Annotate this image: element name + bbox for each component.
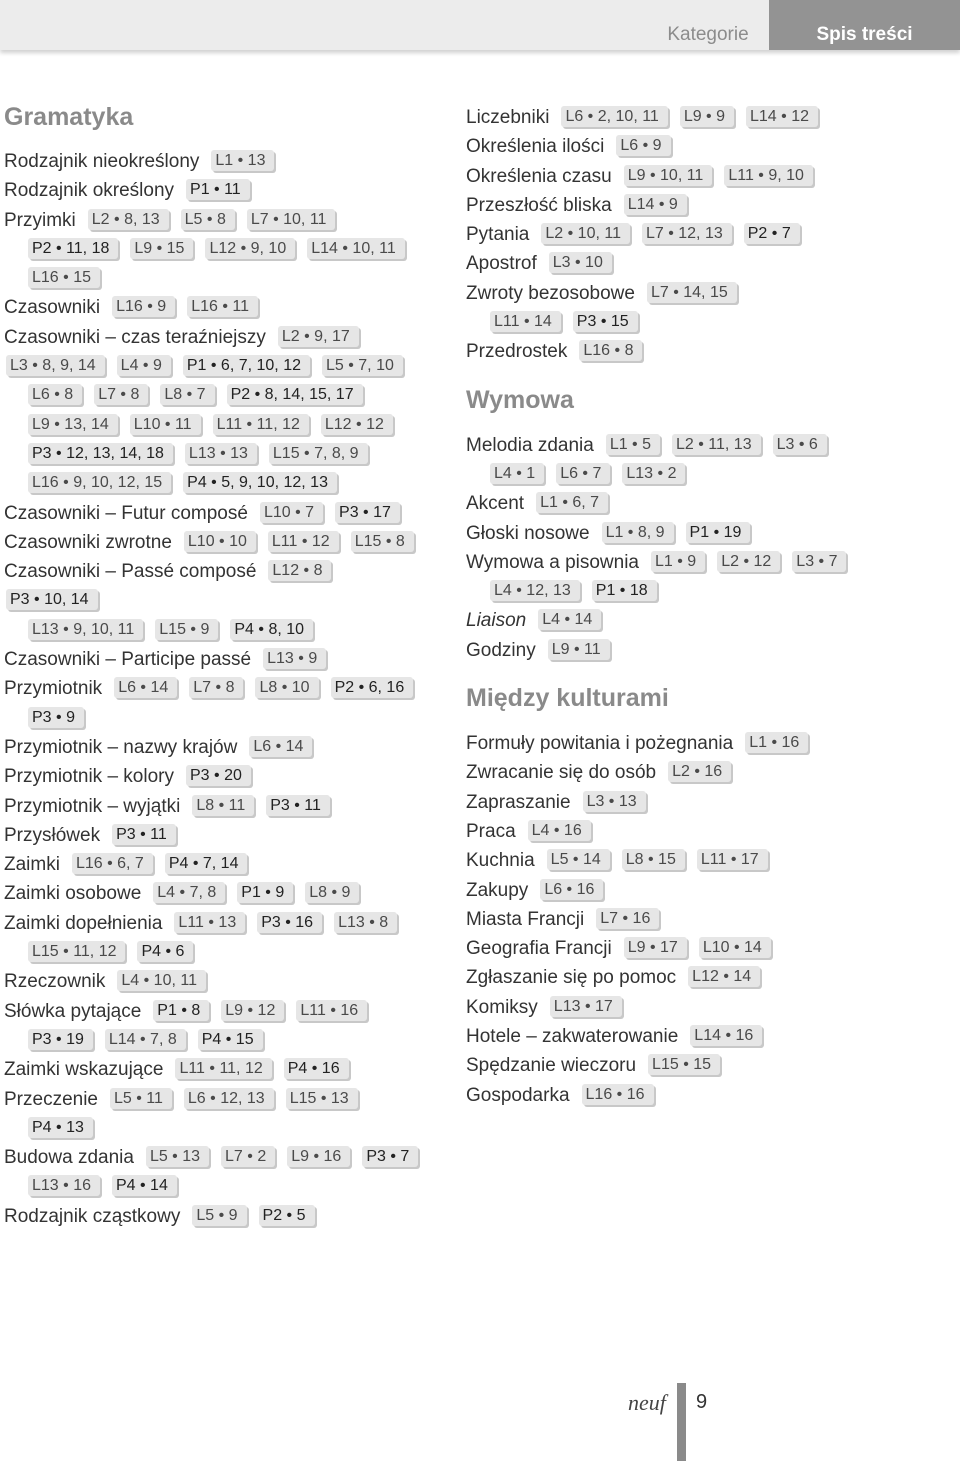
- footer-divider: [677, 1383, 686, 1461]
- lesson-reference-tag[interactable]: L9 • 17: [624, 937, 687, 958]
- lesson-reference-tag[interactable]: P2 • 11, 18: [28, 238, 118, 259]
- lesson-reference-tag[interactable]: L16 • 9, 10, 12, 15: [28, 472, 171, 493]
- lesson-reference-tag[interactable]: L11 • 11, 12: [175, 1058, 271, 1079]
- lesson-reference-tag[interactable]: L11 • 14: [490, 311, 561, 332]
- index-entry: [466, 963, 946, 992]
- lesson-reference-tag[interactable]: P1 • 18: [592, 580, 657, 601]
- lesson-reference-tag[interactable]: L14 • 9: [624, 194, 687, 215]
- entry-label: Czasowniki: [4, 297, 101, 319]
- entry-label: Określenia czasu: [466, 165, 612, 187]
- index-entry: [4, 645, 449, 674]
- lesson-reference-tag[interactable]: L15 • 15: [648, 1054, 720, 1075]
- lesson-reference-tag[interactable]: P4 • 8, 10: [230, 619, 313, 640]
- index-entry: [4, 909, 449, 938]
- index-entry: [466, 1081, 946, 1110]
- entry-label: Przyimki: [4, 209, 76, 231]
- lesson-reference-tag[interactable]: L8 • 11: [192, 795, 254, 816]
- lesson-reference-tag[interactable]: P1 • 11: [186, 179, 250, 200]
- index-entry: [4, 674, 449, 703]
- lesson-reference-tag[interactable]: P2 • 8, 14, 15, 17: [227, 384, 363, 405]
- index-entry-continuation: [4, 352, 449, 381]
- lesson-reference-tag[interactable]: L5 • 13: [146, 1146, 209, 1167]
- index-entry: [466, 279, 946, 308]
- lesson-reference-tag[interactable]: L16 • 9: [112, 296, 175, 317]
- index-entry: [4, 1085, 449, 1114]
- entry-label: Rodzajnik nieokreślony: [4, 151, 200, 172]
- index-entry: [466, 249, 946, 278]
- entry-label: Rodzajnik określony: [4, 180, 175, 202]
- entry-label: Hotele – zakwaterowanie: [466, 1026, 679, 1048]
- lesson-reference-tag[interactable]: L8 • 15: [622, 849, 685, 870]
- index-entry: [4, 967, 449, 996]
- entry-label: Przymiotnik – kolory: [4, 766, 174, 788]
- lesson-reference-tag[interactable]: L6 • 9: [616, 135, 670, 156]
- pronunciation-rows: [466, 431, 946, 665]
- tab-kategorie[interactable]: Kategorie: [667, 24, 749, 45]
- entry-label: Czasowniki zwrotne: [4, 531, 172, 553]
- lesson-reference-tag[interactable]: L7 • 8: [189, 677, 243, 698]
- entry-label: Gospodarka: [466, 1084, 570, 1106]
- entry-label: Rzeczownik: [4, 971, 106, 993]
- lesson-reference-tag[interactable]: L9 • 9: [680, 106, 734, 127]
- index-entry: [4, 499, 449, 528]
- lesson-reference-tag[interactable]: L1 • 16: [745, 732, 808, 753]
- lesson-reference-tag[interactable]: L16 • 15: [28, 267, 100, 288]
- entry-label: Przymiotnik: [4, 678, 103, 700]
- lesson-reference-tag[interactable]: L6 • 16: [540, 879, 603, 900]
- entry-label: Określenia ilości: [466, 136, 605, 158]
- lesson-reference-tag[interactable]: L8 • 9: [305, 882, 359, 903]
- index-entry: [4, 176, 449, 205]
- brand-name: neuf: [628, 1390, 666, 1415]
- lesson-reference-tag[interactable]: P3 • 12, 13, 14, 18: [28, 443, 173, 464]
- lesson-reference-tag[interactable]: L2 • 11, 13: [672, 434, 761, 455]
- lesson-reference-tag[interactable]: L1 • 8, 9: [602, 522, 674, 543]
- index-entry-continuation: [4, 381, 449, 410]
- lesson-reference-tag[interactable]: L3 • 7: [792, 551, 846, 572]
- lesson-reference-tag[interactable]: L9 • 13, 14: [28, 414, 118, 435]
- lesson-reference-tag[interactable]: L7 • 2: [221, 1146, 275, 1167]
- entry-label: Czasowniki – czas teraźniejszy: [4, 326, 266, 348]
- lesson-reference-tag[interactable]: L15 • 7, 8, 9: [269, 443, 368, 464]
- lesson-reference-tag[interactable]: L8 • 7: [160, 384, 214, 405]
- index-entry: [466, 519, 946, 548]
- lesson-reference-tag[interactable]: P3 • 10, 14: [6, 589, 98, 610]
- index-entry: [466, 788, 946, 817]
- index-entry: [466, 162, 946, 191]
- lesson-reference-tag[interactable]: L13 • 17: [550, 996, 622, 1017]
- lesson-reference-tag[interactable]: L7 • 12, 13: [642, 223, 732, 244]
- lesson-reference-tag[interactable]: L7 • 16: [596, 908, 659, 929]
- entry-label: Budowa zdania: [4, 1147, 134, 1169]
- entry-label: Akcent: [466, 493, 525, 515]
- lesson-reference-tag[interactable]: L12 • 8: [268, 560, 331, 581]
- lesson-reference-tag[interactable]: L11 • 13: [174, 912, 245, 933]
- lesson-reference-tag[interactable]: L16 • 6, 7: [72, 853, 153, 874]
- entry-label: Zwracanie się do osób: [466, 762, 657, 784]
- lesson-reference-tag[interactable]: L14 • 7, 8: [105, 1029, 186, 1050]
- entry-label: Praca: [466, 820, 516, 842]
- lesson-reference-tag[interactable]: L9 • 12: [221, 1000, 284, 1021]
- index-entry: [466, 103, 946, 132]
- index-entry: [466, 636, 946, 665]
- index-entry-continuation: [4, 235, 449, 264]
- index-entry: [4, 1202, 449, 1231]
- index-entry: [466, 132, 946, 161]
- page-number: 9: [696, 1391, 708, 1413]
- lesson-reference-tag[interactable]: L13 • 2: [622, 463, 685, 484]
- entry-label: Geografia Francji: [466, 938, 612, 960]
- entry-label: Melodia zdania: [466, 434, 594, 456]
- index-entry: [466, 905, 946, 934]
- lesson-reference-tag[interactable]: L14 • 12: [746, 106, 818, 127]
- lesson-reference-tag[interactable]: L2 • 16: [668, 761, 731, 782]
- index-entry-continuation: [4, 704, 449, 733]
- lesson-reference-tag[interactable]: L11 • 17: [697, 849, 768, 870]
- entry-label: Wymowa a pisownia: [466, 551, 640, 573]
- lesson-reference-tag[interactable]: L6 • 12, 13: [184, 1088, 274, 1109]
- lesson-reference-tag[interactable]: P3 • 17: [335, 502, 400, 523]
- lesson-reference-tag[interactable]: P1 • 8: [153, 1000, 209, 1021]
- lesson-reference-tag[interactable]: L6 • 8: [28, 384, 82, 405]
- entry-label: Formuły powitania i pożegnania: [466, 733, 734, 755]
- lesson-reference-tag[interactable]: P2 • 7: [744, 223, 800, 244]
- lesson-reference-tag[interactable]: L2 • 10, 11: [541, 223, 630, 244]
- lesson-reference-tag[interactable]: L12 • 12: [321, 414, 393, 435]
- lesson-reference-tag[interactable]: L4 • 1: [490, 463, 544, 484]
- entry-label: Przymiotnik – nazwy krajów: [4, 736, 238, 758]
- lesson-reference-tag[interactable]: L7 • 10, 11: [247, 209, 336, 230]
- entry-label: Przedrostek: [466, 341, 568, 363]
- lesson-reference-tag[interactable]: L9 • 11: [548, 639, 610, 660]
- lesson-reference-tag[interactable]: L12 • 9, 10: [205, 238, 295, 259]
- lesson-reference-tag[interactable]: L1 • 13: [211, 150, 274, 171]
- lesson-reference-tag[interactable]: L4 • 10, 11: [117, 970, 206, 991]
- lesson-reference-tag[interactable]: L4 • 12, 13: [490, 580, 580, 601]
- index-entry: [4, 879, 449, 908]
- index-entry: [466, 934, 946, 963]
- entry-label: Komiksy: [466, 996, 538, 1018]
- lesson-reference-tag[interactable]: L3 • 6: [773, 434, 827, 455]
- lesson-reference-tag[interactable]: P2 • 6, 16: [331, 677, 414, 698]
- lesson-reference-tag[interactable]: L5 • 14: [547, 849, 610, 870]
- lesson-reference-tag[interactable]: P3 • 7: [362, 1146, 418, 1167]
- tab-spis-tresci[interactable]: Spis treści: [769, 0, 960, 50]
- index-entry: [4, 850, 449, 879]
- lesson-reference-tag[interactable]: P4 • 14: [112, 1175, 177, 1196]
- lesson-reference-tag[interactable]: L4 • 14: [538, 609, 601, 630]
- culture-rows: [466, 729, 946, 1110]
- index-entry-continuation: [466, 460, 946, 489]
- entry-label: Przeczenie: [4, 1088, 98, 1110]
- index-entry-continuation: [4, 469, 449, 498]
- lesson-reference-tag[interactable]: L2 • 9, 17: [278, 326, 359, 347]
- index-entry: [4, 792, 449, 821]
- index-entry: [466, 817, 946, 846]
- lesson-reference-tag[interactable]: L5 • 8: [181, 209, 235, 230]
- lesson-reference-tag[interactable]: P4 • 6: [137, 941, 193, 962]
- index-entry-continuation: [4, 1026, 449, 1055]
- index-entry: [4, 821, 449, 850]
- lesson-reference-tag[interactable]: L10 • 10: [184, 531, 256, 552]
- index-entry: [466, 337, 946, 366]
- entry-label: Czasowniki – Futur composé: [4, 502, 248, 524]
- index-entry-continuation: [4, 586, 449, 615]
- section-heading-wymowa: Wymowa: [466, 385, 574, 414]
- index-entry-continuation: [4, 1114, 449, 1143]
- lesson-reference-tag[interactable]: P3 • 19: [28, 1029, 93, 1050]
- lesson-reference-tag[interactable]: L3 • 8, 9, 14: [6, 355, 105, 376]
- index-entry-continuation: [4, 264, 449, 293]
- lesson-reference-tag[interactable]: L6 • 14: [114, 677, 177, 698]
- lesson-reference-tag[interactable]: P4 • 15: [198, 1029, 263, 1050]
- lesson-reference-tag[interactable]: L14 • 10, 11: [307, 238, 404, 259]
- entry-label: Zwroty bezosobowe: [466, 282, 635, 304]
- lesson-reference-tag[interactable]: L13 • 9: [263, 648, 326, 669]
- index-entry-continuation: [4, 938, 449, 967]
- lesson-reference-tag[interactable]: P2 • 5: [259, 1205, 315, 1226]
- entry-label: Czasowniki – Participe passé: [4, 649, 252, 671]
- lesson-reference-tag[interactable]: L13 • 9, 10, 11: [28, 619, 143, 640]
- lesson-reference-tag[interactable]: L4 • 9: [117, 355, 171, 376]
- lesson-reference-tag[interactable]: L4 • 16: [528, 820, 591, 841]
- index-entry: [4, 1055, 449, 1084]
- index-entry: [4, 733, 449, 762]
- index-entry: [466, 729, 946, 758]
- section-heading-miedzy-kulturami: Między kulturami: [466, 684, 669, 713]
- lesson-reference-tag[interactable]: P3 • 16: [257, 912, 322, 933]
- index-entry: [4, 293, 449, 322]
- lesson-reference-tag[interactable]: L3 • 13: [583, 791, 646, 812]
- entry-label: Przymiotnik – wyjątki: [4, 795, 181, 817]
- index-entry: [466, 548, 946, 577]
- lesson-reference-tag[interactable]: P1 • 9: [237, 882, 293, 903]
- lesson-reference-tag[interactable]: L15 • 9: [155, 619, 218, 640]
- lesson-reference-tag[interactable]: L6 • 14: [249, 736, 312, 757]
- lesson-reference-tag[interactable]: L16 • 16: [582, 1084, 654, 1105]
- index-entry: [466, 876, 946, 905]
- index-entry: [466, 489, 946, 518]
- entry-label: Zaimki dopełnienia: [4, 912, 163, 934]
- entry-label: Słówka pytające: [4, 1000, 142, 1022]
- topics-column: [466, 103, 946, 1110]
- lesson-reference-tag[interactable]: L6 • 7: [556, 463, 610, 484]
- lesson-reference-tag[interactable]: L4 • 7, 8: [153, 882, 225, 903]
- lesson-reference-tag[interactable]: P1 • 6, 7, 10, 12: [183, 355, 310, 376]
- lesson-reference-tag[interactable]: L15 • 8: [351, 531, 414, 552]
- lesson-reference-tag[interactable]: L15 • 13: [286, 1088, 358, 1109]
- entry-label: Zaimki: [4, 854, 60, 876]
- lesson-reference-tag[interactable]: L14 • 16: [690, 1025, 762, 1046]
- entry-label: Zaimki osobowe: [4, 883, 142, 905]
- lesson-reference-tag[interactable]: L13 • 16: [28, 1175, 100, 1196]
- lesson-reference-tag[interactable]: L2 • 8, 13: [88, 209, 169, 230]
- index-entry: [466, 220, 946, 249]
- index-entry: [4, 323, 449, 352]
- lesson-reference-tag[interactable]: L11 • 11, 12: [213, 414, 309, 435]
- lesson-reference-tag[interactable]: L12 • 14: [688, 966, 760, 987]
- index-entry-continuation: [4, 1172, 449, 1201]
- lesson-reference-tag[interactable]: L5 • 11: [110, 1088, 172, 1109]
- lesson-reference-tag[interactable]: L7 • 8: [94, 384, 148, 405]
- entry-label: Przeszłość bliska: [466, 194, 612, 216]
- index-entry-continuation: [466, 577, 946, 606]
- entry-label: Zapraszanie: [466, 791, 571, 813]
- entry-label: Liaison: [466, 610, 527, 632]
- lesson-reference-tag[interactable]: L9 • 15: [130, 238, 193, 259]
- entry-label: Miasta Francji: [466, 908, 585, 930]
- lesson-reference-tag[interactable]: L5 • 7, 10: [322, 355, 403, 376]
- index-entry: [466, 1022, 946, 1051]
- index-entry: [466, 606, 946, 635]
- entry-label: Zaimki wskazujące: [4, 1059, 164, 1081]
- top-bar: [0, 0, 960, 50]
- index-entry: [4, 206, 449, 235]
- lesson-reference-tag[interactable]: L8 • 10: [255, 677, 318, 698]
- lesson-reference-tag[interactable]: L13 • 13: [185, 443, 257, 464]
- entry-label: Zakupy: [466, 879, 529, 901]
- lesson-reference-tag[interactable]: L3 • 10: [549, 252, 612, 273]
- section-heading-gramatyka: Gramatyka: [4, 103, 134, 131]
- entry-label: Czasowniki – Passé composé: [4, 561, 257, 583]
- index-entry: [4, 1143, 449, 1172]
- lesson-reference-tag[interactable]: L15 • 11, 12: [28, 941, 125, 962]
- lesson-reference-tag[interactable]: P4 • 7, 14: [165, 853, 248, 874]
- grammar-rows: [4, 147, 449, 1231]
- entry-label: Przysłówek: [4, 824, 101, 846]
- index-entry: [466, 993, 946, 1022]
- entry-label: Głoski nosowe: [466, 522, 590, 544]
- index-entry: [4, 528, 449, 557]
- index-entry-continuation: [4, 440, 449, 469]
- lesson-reference-tag[interactable]: P3 • 20: [186, 765, 251, 786]
- lesson-reference-tag[interactable]: L16 • 8: [579, 340, 642, 361]
- misc-grammar-rows: [466, 103, 946, 367]
- lesson-reference-tag[interactable]: P3 • 11: [266, 795, 330, 816]
- lesson-reference-tag[interactable]: L6 • 2, 10, 11: [561, 106, 667, 127]
- index-entry: [466, 1051, 946, 1080]
- entry-label: Spędzanie wieczoru: [466, 1055, 637, 1077]
- lesson-reference-tag[interactable]: P3 • 9: [28, 707, 84, 728]
- lesson-reference-tag[interactable]: L2 • 12: [717, 551, 780, 572]
- lesson-reference-tag[interactable]: L16 • 11: [187, 296, 258, 317]
- lesson-reference-tag[interactable]: L1 • 9: [651, 551, 705, 572]
- index-entry: [4, 997, 449, 1026]
- lesson-reference-tag[interactable]: P1 • 19: [686, 522, 751, 543]
- lesson-reference-tag[interactable]: L9 • 10, 11: [624, 165, 713, 186]
- entry-label: Liczebniki: [466, 107, 550, 128]
- lesson-reference-tag[interactable]: L11 • 9, 10: [724, 165, 813, 186]
- lesson-reference-tag[interactable]: L10 • 14: [699, 937, 771, 958]
- lesson-reference-tag[interactable]: L11 • 16: [296, 1000, 367, 1021]
- lesson-reference-tag[interactable]: P3 • 15: [573, 311, 638, 332]
- index-entry-continuation: [4, 411, 449, 440]
- index-entry: [466, 431, 946, 460]
- index-entry: [4, 557, 449, 586]
- index-entry-continuation: [4, 616, 449, 645]
- index-entry: [466, 846, 946, 875]
- index-entry: [466, 191, 946, 220]
- lesson-reference-tag[interactable]: L7 • 14, 15: [647, 282, 737, 303]
- lesson-reference-tag[interactable]: L10 • 7: [260, 502, 323, 523]
- lesson-reference-tag[interactable]: L11 • 12: [268, 531, 339, 552]
- entry-label: Godziny: [466, 639, 536, 661]
- lesson-reference-tag[interactable]: P4 • 13: [28, 1117, 93, 1138]
- index-entry-continuation: [466, 308, 946, 337]
- entry-label: Kuchnia: [466, 850, 535, 872]
- entry-label: Rodzajnik cząstkowy: [4, 1205, 181, 1227]
- entry-label: Pytania: [466, 224, 530, 246]
- lesson-reference-tag[interactable]: P4 • 5, 9, 10, 12, 13: [183, 472, 337, 493]
- lesson-reference-tag[interactable]: P3 • 11: [112, 824, 176, 845]
- lesson-reference-tag[interactable]: L10 • 11: [130, 414, 201, 435]
- lesson-reference-tag[interactable]: L5 • 9: [192, 1205, 246, 1226]
- index-entry: [4, 147, 449, 176]
- grammar-column: [4, 103, 449, 1231]
- lesson-reference-tag[interactable]: L13 • 8: [334, 912, 397, 933]
- lesson-reference-tag[interactable]: P4 • 16: [284, 1058, 349, 1079]
- entry-label: Zgłaszanie się po pomoc: [466, 967, 677, 989]
- lesson-reference-tag[interactable]: L1 • 5: [606, 434, 660, 455]
- lesson-reference-tag[interactable]: L9 • 16: [287, 1146, 350, 1167]
- lesson-reference-tag[interactable]: L1 • 6, 7: [536, 492, 608, 513]
- index-entry: [466, 758, 946, 787]
- entry-label: Apostrof: [466, 253, 537, 275]
- index-entry: [4, 762, 449, 791]
